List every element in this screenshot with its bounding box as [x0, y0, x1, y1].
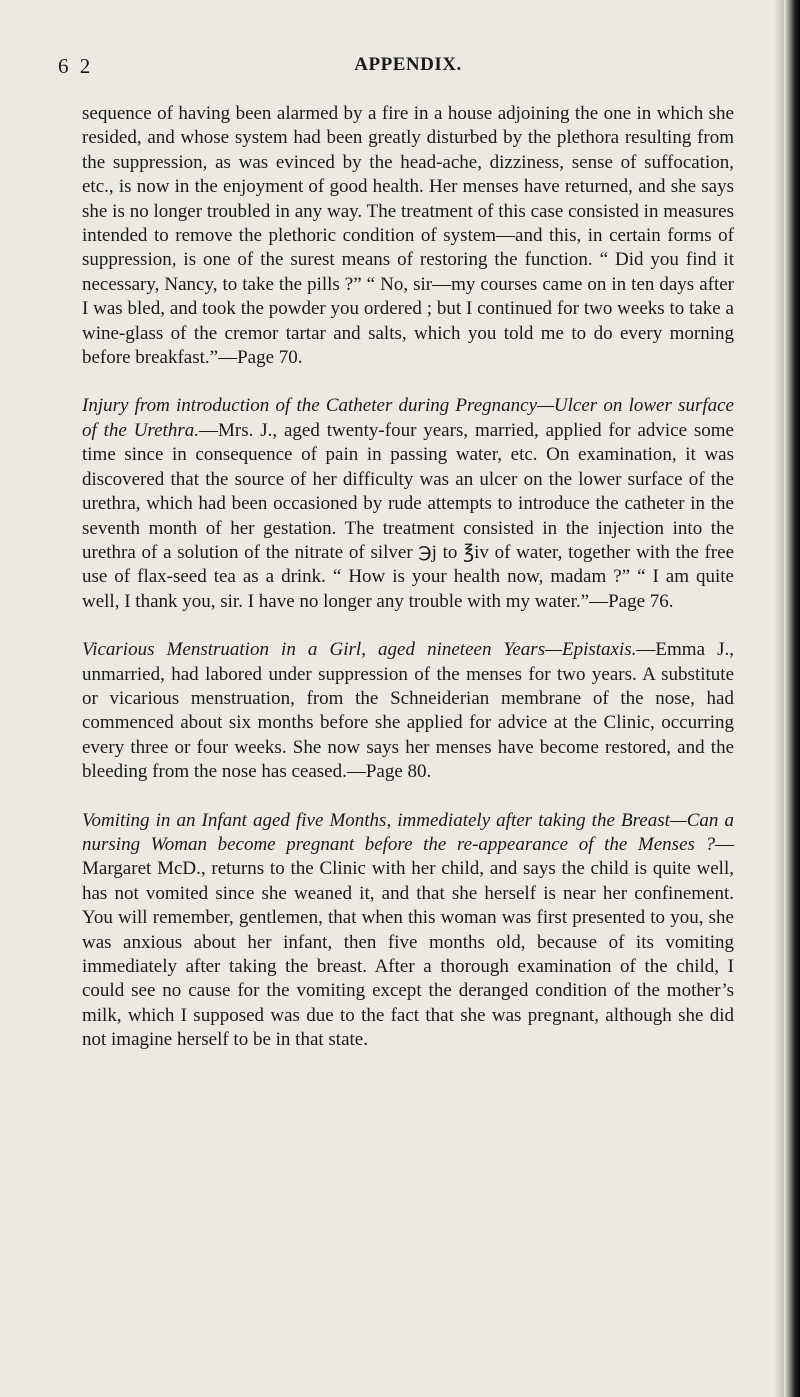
paragraph-body: —Margaret McD., returns to the Clinic with her child, and says the child is quite well, has not vomited since she weaned it, and that she herself is near her confinement. You will remember, gentlemen, that when this woman was first presented to you, she was anxious about her infant, then five months old, because of its vomiting immediately after taking the breast. After a thorough examination of the child, I could see no cause for the vomiting except the deranged condition of the mother’s milk, which I supposed was due to the fact that she was pregnant, although she did not imagine herself to be in that state. [82, 833, 734, 1051]
binding-edge [784, 0, 800, 1397]
page-header [58, 54, 758, 80]
paragraph-vicarious-menstruation [82, 638, 734, 784]
binding-shadow [774, 0, 784, 1397]
paragraph-body: —Mrs. J., aged twenty-four years, married, applied for advice some time since in consequence of pain in passing water, etc. On examination, it was discovered that the source of her difficulty was an ulcer on the lower surface of the urethra, which had been occasioned by rude attempts to introduce the catheter in the seventh month of her gestation. The treatment consisted in the injection into the urethra of a solution of the nitrate of silver ℈j to ℥iv of water, together with the free use of flax-seed tea as a drink. “ How is your health now, madam ?” “ I am quite well, I thank you, sir. I have no longer any trouble with my water.”—Page 76. [82, 419, 734, 612]
body-text [82, 102, 734, 1077]
paragraph-infant-vomiting [82, 809, 734, 1053]
case-heading: Injury from introduction of the Catheter during Pregnancy—Ulcer on lower surface of the Urethra. [82, 395, 734, 441]
paragraph-body: —Emma J., unmarried, had labored under suppression of the menses for two years. A substitute or vicarious menstruation, from the Schneiderian membrane of the nose, had commenced about six months before she applied for advice at the Clinic, occurring every three or four weeks. She now says her menses have become restored, and the bleeding from the nose has ceased.—Page 80. [82, 639, 734, 783]
paragraph-body: sequence of having been alarmed by a fire in a house adjoining the one in which she resided, and whose system had been greatly disturbed by the plethora resulting from the suppression, as was evinced by the head-ache, dizziness, sense of suffocation, etc., is now in the enjoyment of good health. Her menses have returned, and she says she is no longer troubled in any way. The treatment of this case consisted in measures intended to remove the plethoric condition of system—and this, in certain forms of suppression, is one of the surest means of restoring the function. “ Did you find it necessary, Nancy, to take the pills ?” “ No, sir—my courses came on in ten days after I was bled, and took the powder you ordered ; but I continued for two weeks to take a wine-glass of the cremor tartar and salts, which you told me to do every morning before breakfast.”—Page 70. [82, 103, 734, 369]
page-number: 6 2 [58, 54, 94, 78]
running-head: APPENDIX. [354, 54, 462, 75]
case-heading: Vomiting in an Infant aged five Months, immediately after taking the Breast—Can a nursing Woman become pregnant before the re-appearance of the Menses ? [82, 809, 734, 855]
case-heading: Vicarious Menstruation in a Girl, aged nineteen Years—Epistaxis. [82, 639, 637, 661]
paragraph-catheter-injury [82, 394, 734, 614]
paragraph-continuation [82, 102, 734, 370]
